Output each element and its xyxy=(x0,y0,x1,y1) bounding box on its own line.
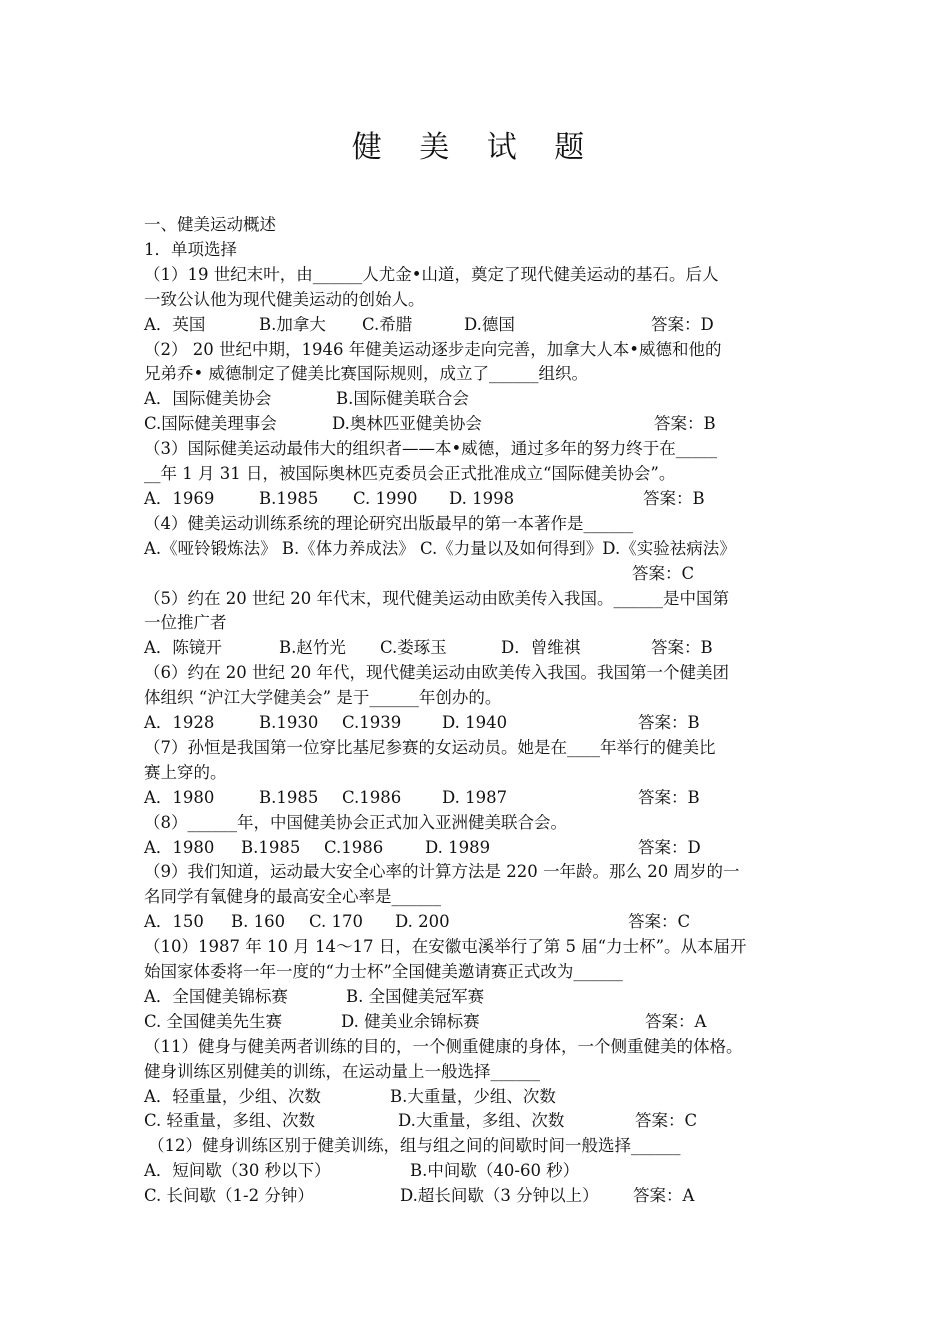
answer-text: 答案：D xyxy=(651,314,714,334)
text-line xyxy=(144,462,812,486)
text-line xyxy=(144,387,812,411)
line-text: D. 1989 xyxy=(425,837,491,857)
line-text: B.1930 xyxy=(259,713,319,732)
text-line xyxy=(144,562,812,586)
text-line xyxy=(144,213,812,237)
line-text: A．1980 xyxy=(144,787,215,807)
line-text: C.希腊 xyxy=(362,314,413,334)
answer-text: 答案：A xyxy=(645,1011,707,1031)
line-text: （3）国际健美运动最伟大的组织者——本•威德，通过多年的努力终于在_____ xyxy=(144,439,717,459)
text-line xyxy=(144,910,812,934)
line-text: A．150 xyxy=(144,912,204,932)
line-text: （11）健身与健美两者训练的目的，一个侧重健康的身体，一个侧重健美的体格。 xyxy=(144,1036,743,1056)
line-text: D.奥林匹亚健美协会 xyxy=(332,414,482,434)
text-line xyxy=(144,1085,812,1109)
line-text: C.1986 xyxy=(342,787,402,807)
text-line xyxy=(144,611,812,635)
line-text: 一致公认他为现代健美运动的创始人。 xyxy=(144,289,425,309)
text-line xyxy=(144,786,812,810)
line-text: 体组织 “沪江大学健美会” 是于______年创办的。 xyxy=(144,688,502,708)
text-line xyxy=(144,437,812,461)
line-text: A．全国健美锦标赛 xyxy=(144,986,288,1006)
line-text: 始国家体委将一年一度的“力士杯”全国健美邀请赛正式改为______ xyxy=(144,962,623,981)
line-text: D. 1940 xyxy=(442,713,508,732)
text-line xyxy=(144,1159,812,1183)
line-text: D. 健美业余锦标赛 xyxy=(341,1011,480,1031)
line-text: A.《哑铃锻炼法》 B.《体力养成法》 C.《力量以及如何得到》D.《实验祛病法》 xyxy=(144,538,736,558)
line-text: C. 1990 xyxy=(353,488,418,508)
line-text: B.大重量，少组、次数 xyxy=(390,1086,556,1106)
line-text: C. 轻重量，多组、次数 xyxy=(144,1111,316,1131)
answer-text: 答案：B xyxy=(654,414,716,434)
line-text: D.大重量，多组、次数 xyxy=(398,1111,565,1131)
text-line xyxy=(144,1109,812,1133)
line-text: A．短间歇（30 秒以下） xyxy=(144,1161,331,1181)
line-text: B.国际健美联合会 xyxy=(336,389,469,409)
line-text: B.中间歇（40-60 秒） xyxy=(410,1161,580,1181)
line-text: （1）19 世纪末叶，由______人尤金•山道，奠定了现代健美运动的基石。后人 xyxy=(144,264,719,284)
text-line xyxy=(144,736,812,760)
line-text: A．1969 xyxy=(144,488,215,508)
line-text: B. 160 xyxy=(231,912,286,932)
answer-text: 答案：C xyxy=(628,912,691,932)
text-line xyxy=(144,263,812,287)
line-text: D. 1987 xyxy=(442,787,508,807)
text-line xyxy=(144,362,812,386)
line-text: B.1985 xyxy=(259,787,319,807)
answer-text: 答案：B xyxy=(643,488,705,508)
text-line xyxy=(144,238,812,262)
text-line xyxy=(144,985,812,1009)
line-text: B.加拿大 xyxy=(259,314,326,334)
line-text: 1．单项选择 xyxy=(144,239,237,259)
line-text: （5）约在 20 世纪 20 年代末，现代健美运动由欧美传入我国。______是中国第 xyxy=(144,588,729,608)
text-line xyxy=(144,960,812,984)
line-text: （9）我们知道，运动最大安全心率的计算方法是 220 一年龄。那么 20 周岁的一 xyxy=(144,862,740,882)
line-text: A．1928 xyxy=(144,713,215,732)
line-text: D．曾维祺 xyxy=(501,638,581,658)
line-text: C.国际健美理事会 xyxy=(144,414,277,434)
line-text: A．轻重量，少组、次数 xyxy=(144,1086,321,1106)
line-text: 兄弟乔• 威德制定了健美比赛国际规则，成立了______组织。 xyxy=(144,364,588,384)
text-line xyxy=(144,1184,812,1208)
line-text: 健身训练区别健美的训练，在运动量上一般选择______ xyxy=(144,1061,540,1081)
line-text: B.赵竹光 xyxy=(279,638,346,658)
line-text: 名同学有氧健身的最高安全心率是______ xyxy=(144,887,441,907)
text-line xyxy=(144,512,812,536)
line-text: __年 1 月 31 日，被国际奥林匹克委员会正式批准成立“国际健美协会”。 xyxy=(144,464,676,483)
answer-text: 答案：B xyxy=(638,787,700,807)
answer-text: 答案：D xyxy=(638,837,701,857)
answer-text: 答案：B xyxy=(651,638,713,658)
text-line xyxy=(144,1134,812,1158)
text-line xyxy=(144,661,812,685)
line-text: D.超长间歇（3 分钟以上） xyxy=(400,1186,599,1206)
text-line xyxy=(144,885,812,909)
line-text: D. 200 xyxy=(395,912,450,932)
line-text: （7）孙恒是我国第一位穿比基尼参赛的女运动员。她是在____年举行的健美比 xyxy=(144,737,716,757)
line-text: （4）健美运动训练系统的理论研究出版最早的第一本著作是______ xyxy=(144,513,633,533)
text-line xyxy=(144,811,812,835)
text-line xyxy=(144,935,812,959)
text-line xyxy=(144,686,812,710)
text-line xyxy=(144,537,812,561)
text-line xyxy=(144,636,812,660)
text-line xyxy=(144,860,812,884)
answer-text: 答案：B xyxy=(638,713,700,732)
line-text: C.1939 xyxy=(342,713,402,732)
line-text: A．1980 xyxy=(144,837,215,857)
line-text: C. 长间歇（1-2 分钟） xyxy=(144,1186,314,1206)
text-line xyxy=(144,487,812,511)
line-text: B. 全国健美冠军赛 xyxy=(346,986,485,1006)
line-text: C. 全国健美先生赛 xyxy=(144,1011,283,1031)
text-line xyxy=(144,338,812,362)
line-text: （12）健身训练区别于健美训练，组与组之间的间歇时间一般选择______ xyxy=(148,1136,681,1156)
line-text: C.娄琢玉 xyxy=(380,638,447,658)
answer-text: 答案：C xyxy=(632,563,695,583)
text-line xyxy=(144,313,812,337)
line-text: A．陈镜开 xyxy=(144,638,222,658)
page-title: 健 美 试 题 xyxy=(351,130,599,165)
line-text: （6）约在 20 世纪 20 年代，现代健美运动由欧美传入我国。我国第一个健美团 xyxy=(144,663,729,683)
text-line xyxy=(144,761,812,785)
line-text: D. 1998 xyxy=(449,488,515,508)
line-text: 一、健美运动概述 xyxy=(144,215,276,234)
text-line xyxy=(144,1010,812,1034)
line-text: 赛上穿的。 xyxy=(144,762,227,782)
answer-text: 答案：A xyxy=(633,1186,695,1206)
line-text: B.1985 xyxy=(241,837,301,857)
line-text: C.1986 xyxy=(324,837,384,857)
line-text: 一位推广者 xyxy=(144,613,227,633)
line-text: A．国际健美协会 xyxy=(144,389,272,409)
line-text: （2） 20 世纪中期，1946 年健美运动逐步走向完善，加拿大人本•威德和他的 xyxy=(144,339,722,359)
line-text: （10）1987 年 10 月 14～17 日，在安徽屯溪举行了第 5 届“力士杯”。从本届开 xyxy=(144,937,747,957)
line-text: A．英国 xyxy=(144,314,206,334)
text-line xyxy=(144,587,812,611)
text-line xyxy=(144,836,812,860)
text-line xyxy=(144,288,812,312)
line-text: C. 170 xyxy=(309,912,364,932)
answer-text: 答案：C xyxy=(635,1111,698,1131)
line-text: B.1985 xyxy=(259,488,319,508)
line-text: （8）______年，中国健美协会正式加入亚洲健美联合会。 xyxy=(144,812,567,832)
text-line xyxy=(144,1035,812,1059)
text-line xyxy=(144,711,812,735)
text-line xyxy=(144,1060,812,1084)
line-text: D.德国 xyxy=(464,314,515,334)
text-line xyxy=(144,412,812,436)
